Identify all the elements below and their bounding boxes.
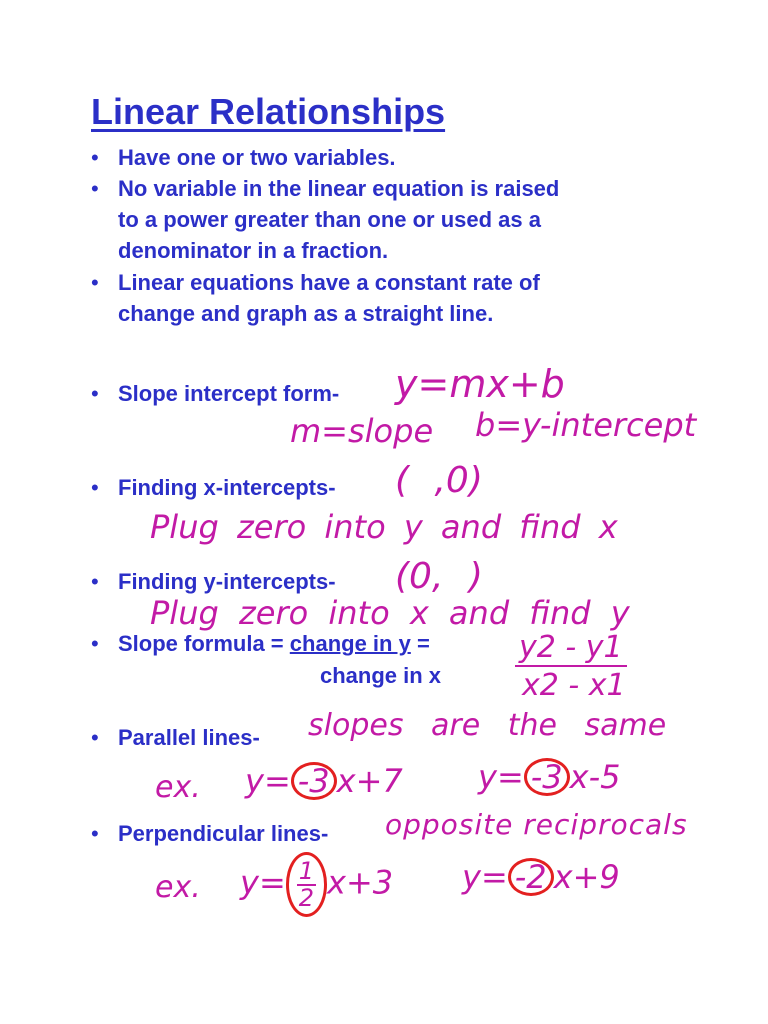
slope-formula-hw-numerator: y2 - y1 [515, 630, 627, 667]
parallel-example-label: ex. [155, 770, 201, 805]
fraction-denominator: 2 [298, 884, 315, 912]
bullet-text: Linear equations have a constant rate of [118, 270, 540, 295]
perpendicular-label: Perpendicular lines- [118, 821, 329, 846]
bullet-marker: • [91, 475, 99, 500]
equation-suffix: x+7 [336, 762, 403, 800]
y-intercepts-label: Finding y-intercepts- [118, 569, 336, 594]
parallel-note: slopes are the same [308, 708, 667, 743]
slope-formula-denominator: change in x [320, 663, 442, 688]
y-intercept-point: (0, ) [395, 556, 483, 597]
slope-formula-label: Slope formula = [118, 631, 284, 656]
equation-prefix: y= [240, 863, 286, 902]
fraction [297, 859, 316, 910]
perpendicular-note: opposite reciprocals [385, 808, 688, 841]
parallel-label: Parallel lines- [118, 725, 260, 750]
perpendicular-equation-2 [462, 858, 620, 896]
bullet-marker: • [91, 270, 99, 295]
equation-suffix: x-5 [569, 758, 621, 796]
bullet-marker: • [91, 725, 99, 750]
equation-suffix: x+9 [553, 858, 620, 896]
circled-slope [286, 852, 327, 917]
slope-formula-hw-denominator: x2 - x1 [522, 668, 626, 703]
slope-intercept-formula: y=mx+b [395, 362, 565, 406]
circled-slope: -3 [524, 758, 570, 796]
x-intercept-point: ( ,0) [395, 460, 483, 501]
bullet-marker: • [91, 821, 99, 846]
slope-formula-equals: = [416, 631, 430, 656]
slope-formula-numerator: change in y [289, 631, 411, 656]
page-title: Linear Relationships [91, 91, 446, 132]
bullet-text: to a power greater than one or used as a [118, 207, 541, 232]
circled-slope: -3 [291, 762, 337, 800]
bullet-text: No variable in the linear equation is raised [118, 176, 560, 201]
y-intercept-note: Plug zero into x and find y [150, 594, 630, 632]
x-intercept-note: Plug zero into y and find x [150, 508, 618, 546]
slope-intercept-label: Slope intercept form- [118, 381, 340, 406]
perpendicular-example-label: ex. [155, 870, 201, 905]
bullet-marker: • [91, 631, 99, 656]
bullet-text: Have one or two variables. [118, 145, 396, 170]
equation-suffix: x+3 [327, 863, 394, 902]
parallel-equation-2 [478, 758, 621, 796]
equation-prefix: y= [462, 858, 508, 896]
circled-slope: -2 [508, 858, 554, 896]
bullet-marker: • [91, 381, 99, 406]
bullet-text: change and graph as a straight line. [118, 301, 494, 326]
fraction-numerator: 1 [298, 857, 315, 885]
slope-formula-line [118, 628, 430, 659]
parallel-equation-1 [245, 762, 403, 800]
bullet-text: denominator in a fraction. [118, 238, 389, 263]
equation-prefix: y= [478, 758, 524, 796]
bullet-marker: • [91, 145, 99, 170]
slope-definition: m=slope [290, 412, 434, 450]
bullet-marker: • [91, 569, 99, 594]
bullet-marker: • [91, 176, 99, 201]
x-intercepts-label: Finding x-intercepts- [118, 475, 336, 500]
perpendicular-equation-1 [240, 852, 393, 917]
intercept-definition: b=y-intercept [475, 406, 697, 444]
equation-prefix: y= [245, 762, 291, 800]
